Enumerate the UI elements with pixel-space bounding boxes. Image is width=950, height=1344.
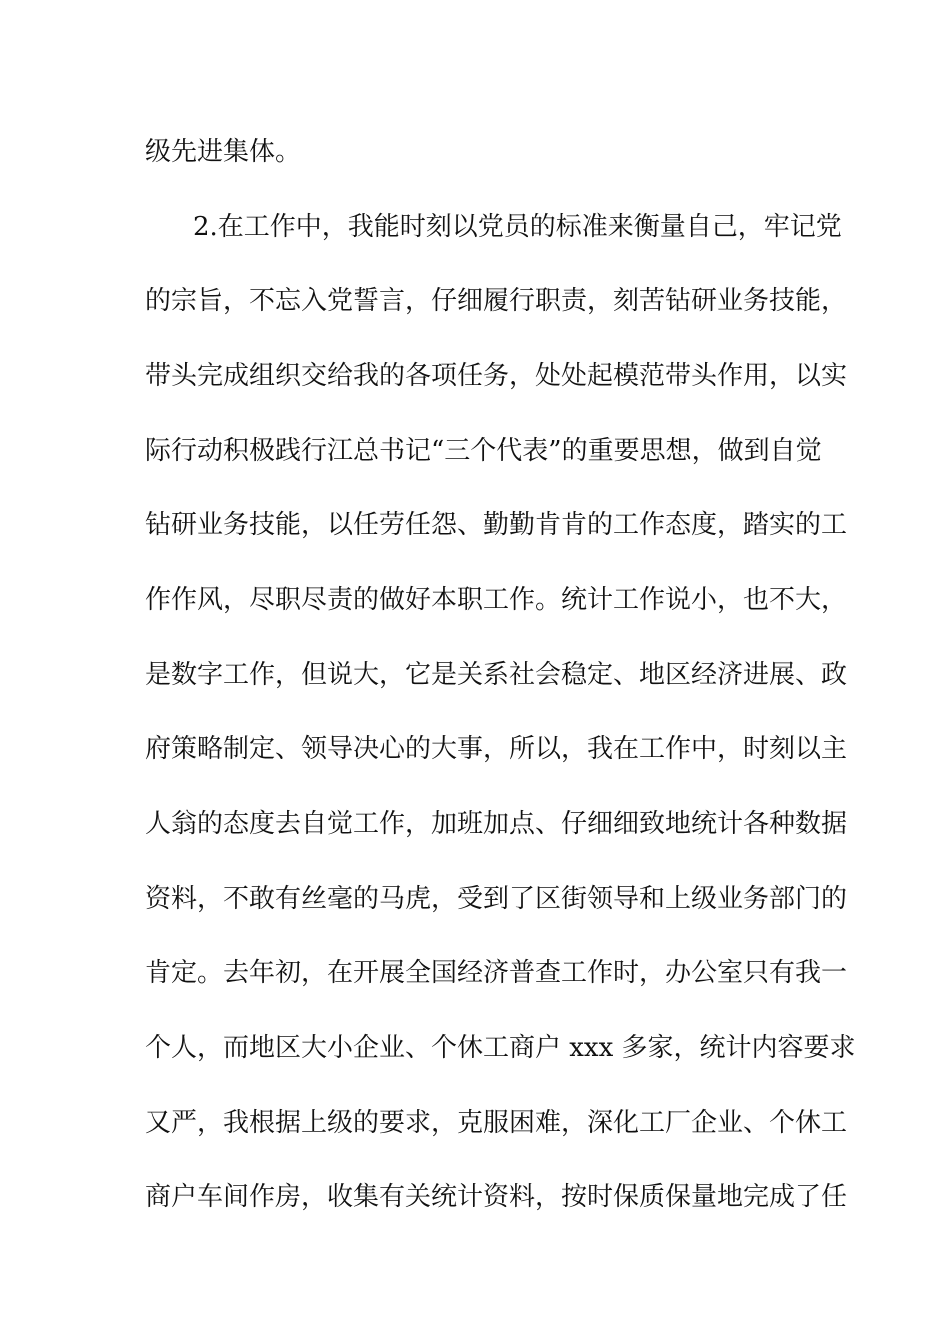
text-line: 是数字工作，但说大，它是关系社会稳定、地区经济进展、政 [145,660,848,690]
text-line: 商户车间作房，收集有关统计资料，按时保质保量地完成了任 [145,1182,848,1212]
text-line: 作作风，尽职尽责的做好本职工作。统计工作说小，也不大， [145,585,848,615]
text-line: 人翁的态度去自觉工作，加班加点、仔细细致地统计各种数据 [145,809,848,839]
text-line: 带头完成组织交给我的各项任务，处处起模范带头作用，以实 [145,361,848,391]
text-line: 肯定。去年初，在开展全国经济普查工作时，办公室只有我一 [145,958,848,988]
text-line: 级先进集体。 [145,137,302,167]
text-line: 又严，我根据上级的要求，克服困难，深化工厂企业、个休工 [145,1108,848,1138]
text-line: 钻研业务技能，以任劳任怨、勤勤肯肯的工作态度，踏实的工 [145,510,848,540]
text-line: 府策略制定、领导决心的大事，所以，我在工作中，时刻以主 [145,734,848,764]
text-line: 资料，不敢有丝毫的马虎，受到了区街领导和上级业务部门的 [145,884,848,914]
text-line: 的宗旨，不忘入党誓言，仔细履行职责，刻苦钻研业务技能， [145,286,848,316]
text-line: 2.在工作中，我能时刻以党员的标准来衡量自己，牢记党 [193,212,842,242]
text-line: 个人，而地区大小企业、个休工商户 xxx 多家，统计内容要求 [145,1033,856,1063]
text-line: 际行动积极践行江总书记“三个代表”的重要思想，做到自觉 [145,436,822,466]
